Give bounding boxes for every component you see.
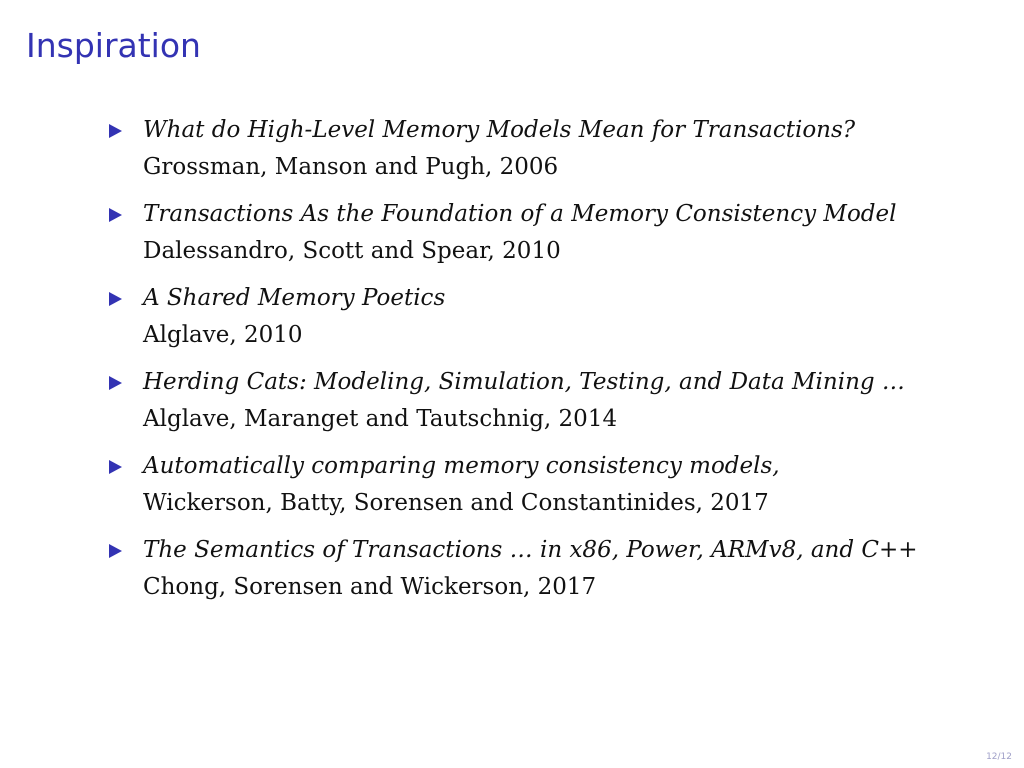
reference-authors: Chong, Sorensen and Wickerson, 2017 <box>143 574 597 600</box>
reference-authors: Alglave, Maranget and Tautschnig, 2014 <box>143 406 618 432</box>
reference-authors: Dalessandro, Scott and Spear, 2010 <box>143 238 561 264</box>
reference-authors: Wickerson, Batty, Sorensen and Constantinides, 2017 <box>143 490 769 516</box>
reference-item <box>106 280 1006 354</box>
reference-item <box>106 364 1006 438</box>
reference-item <box>106 196 1006 270</box>
reference-title: Transactions As the Foundation of a Memory Consistency Model <box>143 201 897 227</box>
reference-title: Automatically comparing memory consistency models, <box>143 453 780 479</box>
triangle-bullet-icon <box>109 460 122 474</box>
reference-title: A Shared Memory Poetics <box>143 285 446 311</box>
triangle-bullet-icon <box>109 292 122 306</box>
reference-title: The Semantics of Transactions … in x86, Power, ARMv8, and C++ <box>143 537 918 563</box>
slide-title: Inspiration <box>26 26 201 65</box>
reference-item <box>106 532 1006 606</box>
triangle-bullet-icon <box>109 376 122 390</box>
triangle-bullet-icon <box>109 208 122 222</box>
page-number: 12/12 <box>986 752 1012 762</box>
reference-authors: Alglave, 2010 <box>143 322 303 348</box>
reference-list <box>106 112 1006 616</box>
triangle-bullet-icon <box>109 124 122 138</box>
reference-title: What do High-Level Memory Models Mean for Transactions? <box>143 117 856 143</box>
reference-title: Herding Cats: Modeling, Simulation, Testing, and Data Mining … <box>143 369 905 395</box>
reference-authors: Grossman, Manson and Pugh, 2006 <box>143 154 559 180</box>
triangle-bullet-icon <box>109 544 122 558</box>
reference-item <box>106 448 1006 522</box>
reference-item <box>106 112 1006 186</box>
